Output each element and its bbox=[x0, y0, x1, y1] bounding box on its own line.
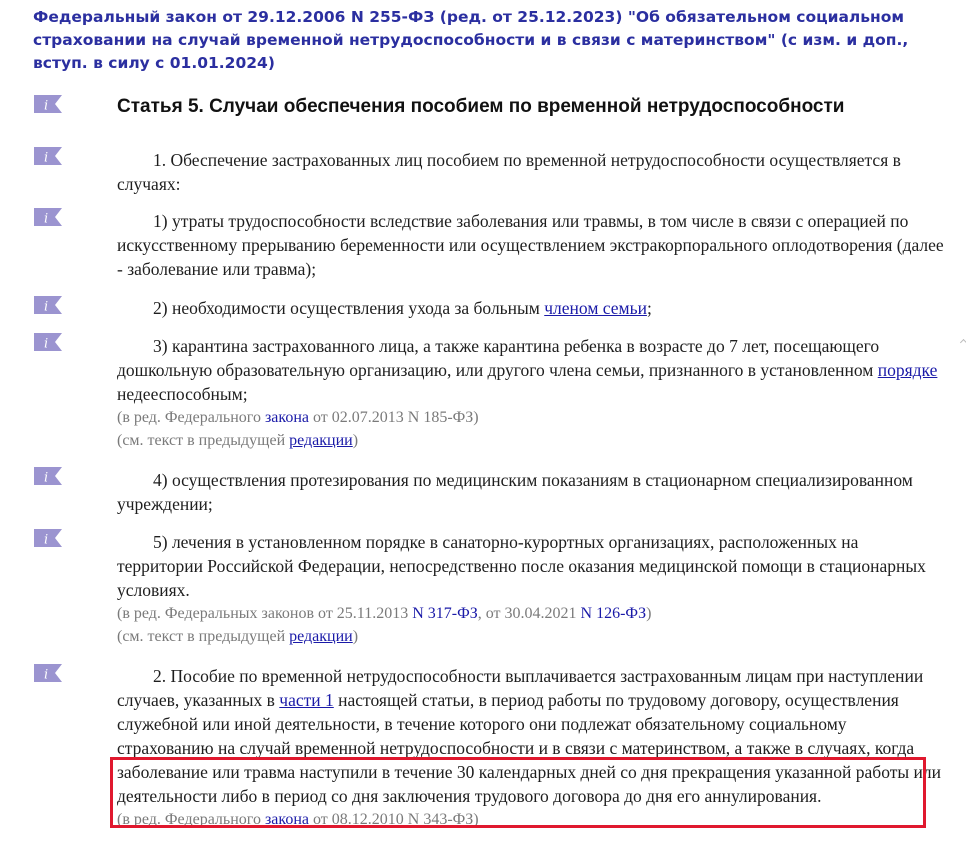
svg-text:i: i bbox=[44, 470, 49, 486]
note-text: от 08.12.2010 N 343-ФЗ) bbox=[308, 811, 479, 828]
previous-edition-note bbox=[117, 429, 947, 452]
part-1-link[interactable]: части 1 bbox=[279, 690, 334, 710]
info-icon[interactable] bbox=[33, 663, 63, 683]
info-icon[interactable] bbox=[33, 295, 63, 315]
paragraph-text: 1) утраты трудоспособности вследствие заболевания или травмы, в том числе в связи с операцией по искусственному прерыванию беременности или осуществлением экстракорпорального оплодотворения (далее - заболевание или травма); bbox=[117, 211, 944, 279]
info-icon[interactable] bbox=[33, 207, 63, 227]
paragraph-text: 5) лечения в установленном порядке в санаторно-курортных организациях, расположенных на территории Российской Федерации, непосредственно после оказания медицинской помощи в стационарных условиях. bbox=[117, 532, 926, 600]
svg-text:i: i bbox=[44, 299, 49, 315]
svg-text:i: i bbox=[44, 98, 49, 114]
note-text: (в ред. Федеральных законов от 25.11.2013 bbox=[117, 605, 413, 622]
note-text: (в ред. Федерального bbox=[117, 409, 265, 426]
svg-text:i: i bbox=[44, 667, 49, 683]
note-text: (в ред. Федерального bbox=[117, 811, 265, 828]
law-317-link[interactable]: N 317-ФЗ bbox=[412, 605, 478, 622]
paragraph-2 bbox=[117, 664, 947, 831]
previous-edition-link[interactable]: редакции bbox=[289, 628, 353, 645]
svg-text:i: i bbox=[44, 336, 49, 352]
scroll-marker bbox=[960, 339, 966, 346]
svg-text:i: i bbox=[44, 532, 49, 548]
paragraph-text: недееспособным; bbox=[117, 384, 248, 404]
note-text: (см. текст в предыдущей bbox=[117, 432, 290, 449]
law-126-link[interactable]: N 126-ФЗ bbox=[580, 605, 647, 622]
paragraph-text: 4) осуществления протезирования по медицинским показаниям в стационарном специализированном учреждении; bbox=[117, 470, 913, 514]
family-member-link[interactable]: членом семьи bbox=[544, 298, 647, 318]
previous-edition-link[interactable]: редакции bbox=[289, 432, 353, 449]
note-text: ) bbox=[352, 432, 359, 449]
bottom-edge bbox=[0, 860, 966, 864]
document-header[interactable] bbox=[33, 6, 958, 75]
paragraph-1-4 bbox=[117, 468, 947, 516]
paragraph-1-1 bbox=[117, 209, 947, 281]
article-title: Статья 5. Случаи обеспечения пособием по временной нетрудоспособности bbox=[117, 96, 845, 117]
svg-text:i: i bbox=[44, 211, 49, 227]
paragraph-text: 3) карантина застрахованного лица, а также карантина ребенка в возрасте до 7 лет, посещающего дошкольную образовательную организацию, или другого члена семьи, признанного в установленном bbox=[117, 336, 880, 380]
edition-note bbox=[117, 808, 947, 831]
paragraph-text: ; bbox=[646, 298, 652, 318]
edition-note bbox=[117, 602, 947, 625]
note-text: ) bbox=[352, 628, 359, 645]
info-icon[interactable] bbox=[33, 94, 63, 114]
note-text: (см. текст в предыдущей bbox=[117, 628, 290, 645]
law-link[interactable]: закона bbox=[264, 811, 309, 828]
note-text: , от 30.04.2021 bbox=[477, 605, 581, 622]
paragraph-text: 2) необходимости осуществления ухода за больным bbox=[153, 298, 545, 318]
info-icon[interactable] bbox=[33, 146, 63, 166]
document-header-link[interactable]: Федеральный закон от 29.12.2006 N 255-ФЗ (ред. от 25.12.2023) "Об обязательном социальном страховании на случай временной нетрудоспособности и в связи с материнством" (с изм. и доп., вступ. в силу с 01.01.2024) bbox=[33, 8, 909, 72]
paragraph-1 bbox=[117, 148, 947, 196]
paragraph-text: 1. Обеспечение застрахованных лиц пособием по временной нетрудоспособности осуществляется в случаях: bbox=[117, 150, 901, 194]
info-icon[interactable] bbox=[33, 466, 63, 486]
previous-edition-note bbox=[117, 625, 947, 648]
paragraph-1-5 bbox=[117, 530, 947, 648]
edition-note bbox=[117, 406, 947, 429]
paragraph-1-2 bbox=[117, 296, 947, 320]
info-icon[interactable] bbox=[33, 332, 63, 352]
svg-text:i: i bbox=[44, 150, 49, 166]
paragraph-text: 2. Пособие по временной нетрудоспособности выплачивается застрахованным лицам при наступлении случаев, указанных в bbox=[117, 666, 924, 710]
procedure-link[interactable]: порядке bbox=[877, 360, 938, 380]
note-text: от 02.07.2013 N 185-ФЗ) bbox=[308, 409, 479, 426]
paragraph-text: настоящей статьи, в период работы по трудовому договору, осуществления служебной или иной деятельности, в течение которого они подлежат обязательному социальному страхованию на случай временной нетрудоспособности и в связи с материнством, а также в случаях, когда заболевание или травма наступили в течение 30 календарных дней со дня прекращения указанной работы или деятельности либо в период со дня заключения трудового договора до дня его аннулирования. bbox=[117, 690, 941, 806]
paragraph-1-3 bbox=[117, 334, 947, 452]
law-link[interactable]: закона bbox=[264, 409, 309, 426]
note-text: ) bbox=[646, 605, 652, 622]
info-icon[interactable] bbox=[33, 528, 63, 548]
